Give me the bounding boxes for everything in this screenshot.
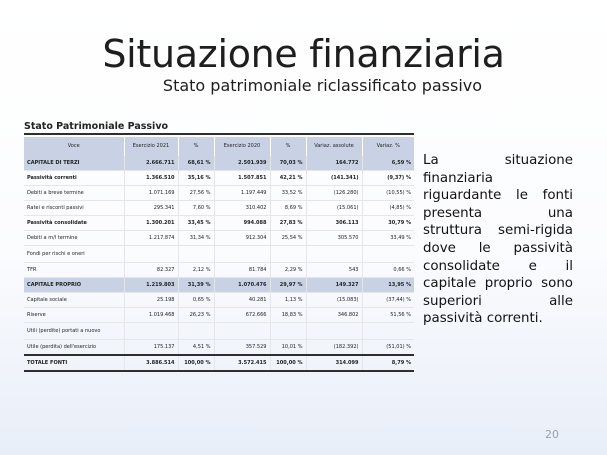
value-cell: 29,97 %	[270, 278, 306, 293]
value-cell: 26,23 %	[178, 308, 214, 323]
value-cell: 31,39 %	[178, 278, 214, 293]
value-cell: 25.198	[124, 293, 178, 308]
value-cell: 3.886.514	[124, 355, 178, 371]
table-body	[24, 156, 414, 371]
value-cell: 27,83 %	[270, 216, 306, 231]
row-label-cell: Passività correnti	[24, 171, 124, 186]
table-row	[24, 201, 414, 216]
column-header: Esercizio 2021	[124, 137, 178, 156]
value-cell: 175.137	[124, 340, 178, 356]
stato-patrimoniale-table	[24, 137, 414, 372]
table-row	[24, 231, 414, 246]
table-row	[24, 263, 414, 278]
table-row	[24, 216, 414, 231]
value-cell: 100,00 %	[270, 355, 306, 371]
table-heading: Stato Patrimoniale Passivo	[24, 121, 414, 135]
value-cell	[306, 323, 362, 340]
value-cell: 2,12 %	[178, 263, 214, 278]
value-cell	[214, 323, 270, 340]
value-cell: 40.281	[214, 293, 270, 308]
value-cell: 51,56 %	[362, 308, 414, 323]
value-cell	[362, 246, 414, 263]
value-cell: (182.392)	[306, 340, 362, 356]
table-row	[24, 323, 414, 340]
value-cell: 295.341	[124, 201, 178, 216]
row-label-cell: Passività consolidate	[24, 216, 124, 231]
row-label-cell: Debiti a breve termine	[24, 186, 124, 201]
value-cell: (37,44) %	[362, 293, 414, 308]
row-label-cell: Ratei e risconti passivi	[24, 201, 124, 216]
value-cell: 33,52 %	[270, 186, 306, 201]
value-cell: 0,65 %	[178, 293, 214, 308]
value-cell	[270, 323, 306, 340]
value-cell	[178, 323, 214, 340]
value-cell: 10,01 %	[270, 340, 306, 356]
row-label-cell: Debiti a m/l termine	[24, 231, 124, 246]
value-cell: 33,49 %	[362, 231, 414, 246]
row-label-cell: Capitale sociale	[24, 293, 124, 308]
value-cell: 1,13 %	[270, 293, 306, 308]
table-row	[24, 186, 414, 201]
value-cell: 7,60 %	[178, 201, 214, 216]
value-cell: 100,00 %	[178, 355, 214, 371]
table-row	[24, 171, 414, 186]
value-cell: 1.507.851	[214, 171, 270, 186]
value-cell: 1.019.468	[124, 308, 178, 323]
column-header: Variaz. assolute	[306, 137, 362, 156]
value-cell: 82.327	[124, 263, 178, 278]
value-cell: 4,51 %	[178, 340, 214, 356]
value-cell: (15.083)	[306, 293, 362, 308]
value-cell: 1.217.874	[124, 231, 178, 246]
value-cell: (141.341)	[306, 171, 362, 186]
value-cell: 2,29 %	[270, 263, 306, 278]
value-cell: 1.366.510	[124, 171, 178, 186]
row-label-cell: CAPITALE DI TERZI	[24, 156, 124, 171]
column-header: Variaz. %	[362, 137, 414, 156]
value-cell: 18,83 %	[270, 308, 306, 323]
value-cell: 35,16 %	[178, 171, 214, 186]
value-cell	[270, 246, 306, 263]
value-cell: 6,59 %	[362, 156, 414, 171]
row-label-cell: Riserve	[24, 308, 124, 323]
value-cell: 543	[306, 263, 362, 278]
column-header: %	[178, 137, 214, 156]
table-row	[24, 156, 414, 171]
value-cell: 68,61 %	[178, 156, 214, 171]
row-label-cell: Utile (perdita) dell'esercizio	[24, 340, 124, 356]
value-cell: 305.570	[306, 231, 362, 246]
value-cell: 25,54 %	[270, 231, 306, 246]
value-cell: 994.088	[214, 216, 270, 231]
slide-title: Situazione finanziaria	[102, 32, 505, 76]
row-label-cell: Utili (perdite) portati a nuovo	[24, 323, 124, 340]
value-cell: 1.070.476	[214, 278, 270, 293]
value-cell: (9,37) %	[362, 171, 414, 186]
row-label-cell: TFR	[24, 263, 124, 278]
side-paragraph: La situazione finanziaria riguardante le fonti presenta una struttura semi-rigida dove le passività consolidate e il capitale proprio sono superiori alle passività correnti.	[423, 153, 573, 327]
value-cell: 149.327	[306, 278, 362, 293]
value-cell	[306, 246, 362, 263]
value-cell: 30,79 %	[362, 216, 414, 231]
value-cell	[362, 323, 414, 340]
value-cell: 70,03 %	[270, 156, 306, 171]
row-label-cell: CAPITALE PROPRIO	[24, 278, 124, 293]
value-cell: 31,34 %	[178, 231, 214, 246]
value-cell: 357.529	[214, 340, 270, 356]
page-number: 20	[545, 428, 559, 441]
table-row	[24, 293, 414, 308]
column-header: Voce	[24, 137, 124, 156]
table-row	[24, 340, 414, 356]
value-cell: (15.061)	[306, 201, 362, 216]
value-cell: 1.197.449	[214, 186, 270, 201]
value-cell: (126.280)	[306, 186, 362, 201]
value-cell: 164.772	[306, 156, 362, 171]
value-cell: 3.572.415	[214, 355, 270, 371]
value-cell: 2.501.939	[214, 156, 270, 171]
value-cell: 42,21 %	[270, 171, 306, 186]
value-cell: 1.071.169	[124, 186, 178, 201]
value-cell: 8,79 %	[362, 355, 414, 371]
value-cell: 346.802	[306, 308, 362, 323]
slide-subtitle: Stato patrimoniale riclassificato passivo	[162, 76, 483, 95]
value-cell: (51,01) %	[362, 340, 414, 356]
table-header-row	[24, 137, 414, 156]
value-cell: 314.099	[306, 355, 362, 371]
value-cell: 27,56 %	[178, 186, 214, 201]
column-header: Esercizio 2020	[214, 137, 270, 156]
value-cell	[124, 323, 178, 340]
value-cell: 306.113	[306, 216, 362, 231]
column-header: %	[270, 137, 306, 156]
value-cell: 33,45 %	[178, 216, 214, 231]
table-row	[24, 355, 414, 371]
table-row	[24, 278, 414, 293]
value-cell	[124, 246, 178, 263]
table-row	[24, 308, 414, 323]
row-label-cell: TOTALE FONTI	[24, 355, 124, 371]
value-cell: 672.666	[214, 308, 270, 323]
value-cell: 310.402	[214, 201, 270, 216]
value-cell: 1.219.803	[124, 278, 178, 293]
row-label-cell: Fondi per rischi e oneri	[24, 246, 124, 263]
value-cell	[178, 246, 214, 263]
value-cell: 912.304	[214, 231, 270, 246]
value-cell: 2.666.711	[124, 156, 178, 171]
value-cell: (4,85) %	[362, 201, 414, 216]
table-row	[24, 246, 414, 263]
value-cell	[214, 246, 270, 263]
value-cell: (10,55) %	[362, 186, 414, 201]
value-cell: 0,66 %	[362, 263, 414, 278]
value-cell: 1.300.201	[124, 216, 178, 231]
value-cell: 8,69 %	[270, 201, 306, 216]
value-cell: 13,95 %	[362, 278, 414, 293]
value-cell: 81.784	[214, 263, 270, 278]
